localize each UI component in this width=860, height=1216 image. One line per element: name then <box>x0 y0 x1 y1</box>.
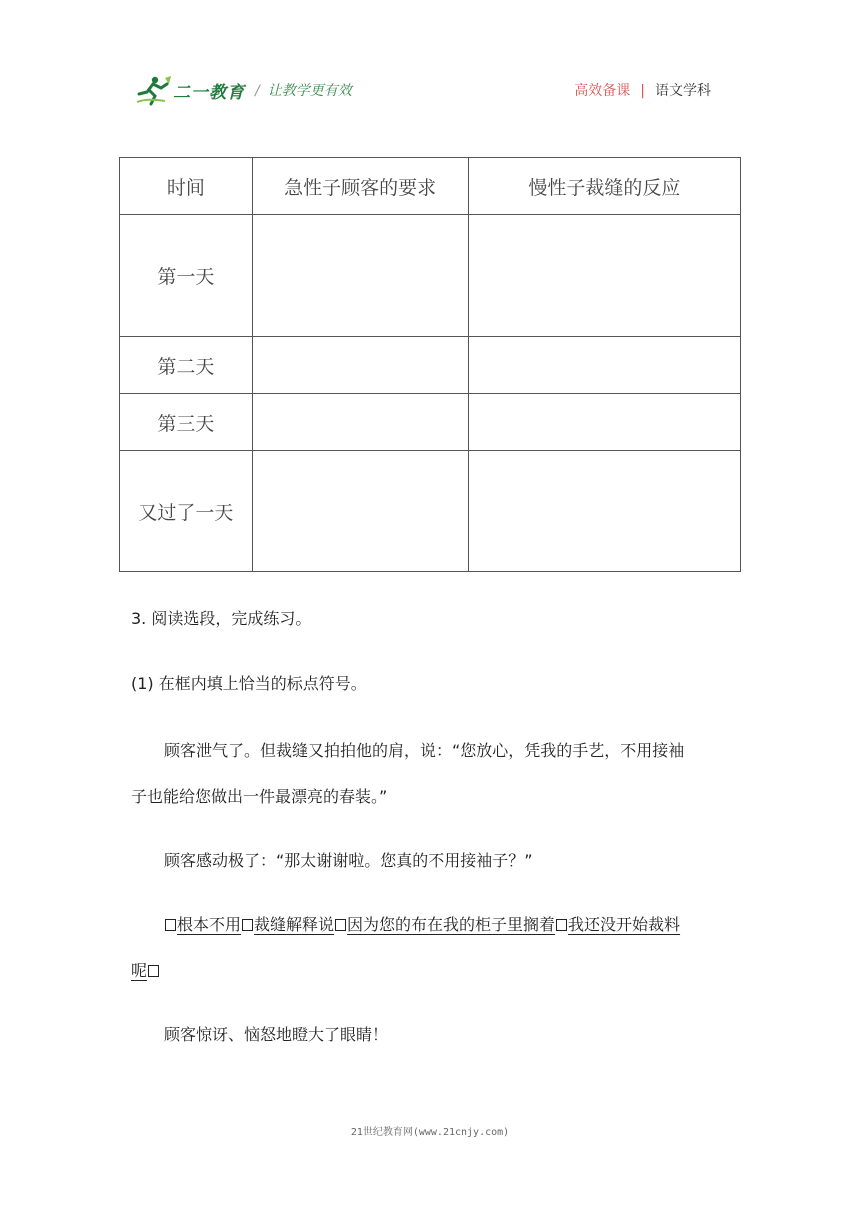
slogan: / 让教学更有效 <box>255 83 352 99</box>
passage-p3-seg4: 我还没开始裁料 <box>568 915 681 934</box>
slogan-text: 让教学更有效 <box>267 83 352 99</box>
logo-text: 二一教育 <box>173 83 245 103</box>
row-label-day3: 第三天 <box>120 394 253 451</box>
passage-p3-end: 呢 <box>131 961 148 980</box>
answer-cell[interactable] <box>252 337 468 394</box>
answer-cell[interactable] <box>468 451 740 572</box>
punct-box-1[interactable] <box>165 919 176 931</box>
answer-cell[interactable] <box>252 394 468 451</box>
table-row <box>120 394 741 451</box>
row-label-day1: 第一天 <box>120 215 253 337</box>
answer-cell[interactable] <box>468 337 740 394</box>
header-label-prep: 高效备课 <box>574 83 631 99</box>
page-header <box>135 74 715 110</box>
worksheet-table <box>119 157 741 572</box>
punct-box-5[interactable] <box>148 965 159 977</box>
passage-p3-seg3: 因为您的布在我的柜子里搁着 <box>347 915 556 934</box>
header-subject <box>574 80 711 100</box>
punct-box-2[interactable] <box>242 919 253 931</box>
header-tailor-response: 慢性子裁缝的反应 <box>468 158 740 215</box>
answer-cell[interactable] <box>468 394 740 451</box>
header-customer-request: 急性子顾客的要求 <box>252 158 468 215</box>
header-label-subject: 语文学科 <box>655 83 711 99</box>
table-row <box>120 337 741 394</box>
punct-box-3[interactable] <box>335 919 346 931</box>
answer-cell[interactable] <box>252 451 468 572</box>
table-row <box>120 451 741 572</box>
passage-p2: 顾客感动极了：“那太谢谢啦。您真的不用接袖子？” <box>164 851 533 870</box>
passage-p3-line1 <box>164 912 680 935</box>
answer-cell[interactable] <box>252 215 468 337</box>
passage-p3-seg2: 裁缝解释说 <box>254 915 335 934</box>
passage-p1-line2: 子也能给您做出一件最漂亮的春装。” <box>131 787 388 806</box>
header-time: 时间 <box>120 158 253 215</box>
table-header-row <box>120 158 741 215</box>
header-separator: | <box>640 83 645 99</box>
passage-p1-line1: 顾客泄气了。但裁缝又拍拍他的肩，说：“您放心，凭我的手艺，不用接袖 <box>164 741 685 760</box>
row-label-day2: 第二天 <box>120 337 253 394</box>
punct-box-4[interactable] <box>556 919 567 931</box>
passage-p3-seg1: 根本不用 <box>177 915 242 934</box>
table-row <box>120 215 741 337</box>
question-sub: (1) 在框内填上恰当的标点符号。 <box>131 674 367 693</box>
passage-p4: 顾客惊讶、恼怒地瞪大了眼睛！ <box>164 1025 389 1044</box>
row-label-next-day: 又过了一天 <box>120 451 253 572</box>
answer-cell[interactable] <box>468 215 740 337</box>
passage-p3-line2 <box>131 958 160 981</box>
page-footer: 21世纪教育网(www.21cnjy.com) <box>350 1127 510 1138</box>
question-title: 3. 阅读选段，完成练习。 <box>131 609 312 628</box>
